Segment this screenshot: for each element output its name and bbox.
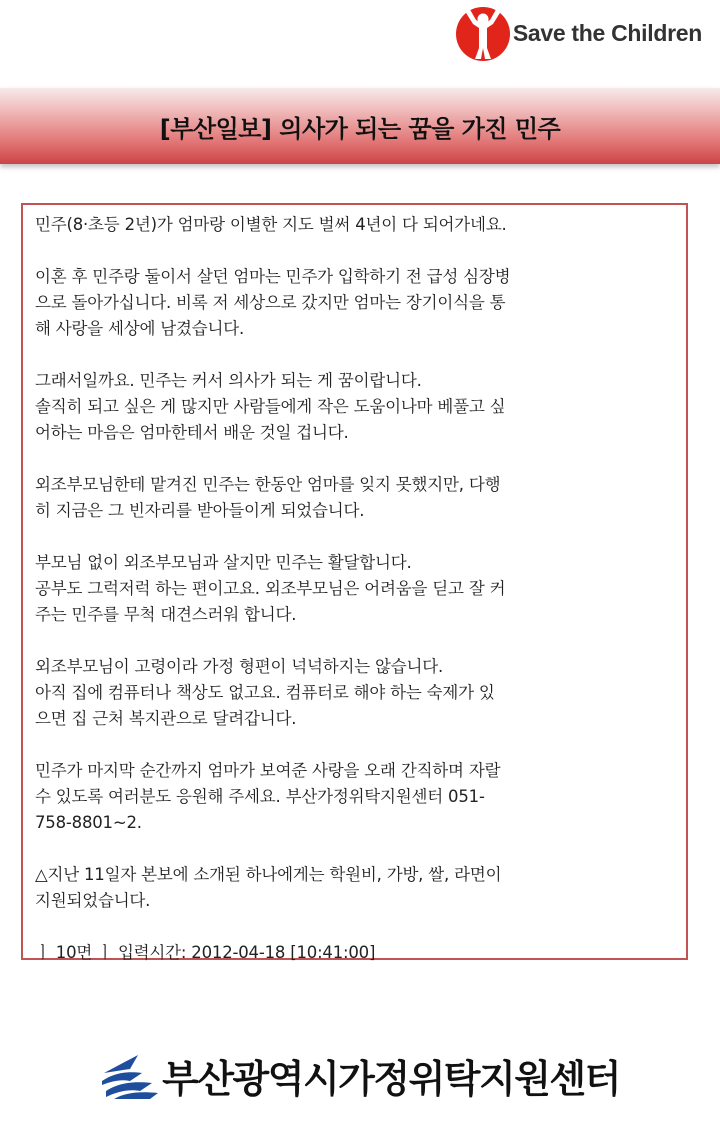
org-name: 부산광역시가정위탁지원센터 — [162, 1056, 620, 1101]
header — [0, 0, 720, 88]
title-banner — [0, 88, 720, 164]
article-paragraph: 민주가 마지막 순간까지 엄마가 보여준 사랑을 오래 간직하며 자랄 수 있도록 여러분도 응원해 주세요. 부산가정위탁지원센터 051- 758-8801~2. — [35, 761, 501, 832]
footer-logo — [0, 1040, 720, 1110]
article-box — [21, 203, 688, 960]
article-paragraph: 이혼 후 민주랑 둘이서 살던 엄마는 민주가 입학하기 전 급성 심장병 으로 돌아가십니다. 비록 저 세상으로 갔지만 엄마는 장기이식을 통 해 사랑을 세상에 남겼습니다. — [35, 267, 511, 338]
article-paragraph: 외조부모님이 고령이라 가정 형편이 넉넉하지는 않습니다. 아직 집에 컴퓨터나 책상도 없고요. 컴퓨터로 해야 하는 숙제가 있 으면 집 근처 복지관으로 달려갑니다. — [35, 657, 495, 728]
busan-wave-icon — [100, 1047, 160, 1103]
article-meta: ㅣ 10면 ㅣ 입력시간: 2012-04-18 [10:41:00] — [35, 943, 376, 962]
save-the-children-logo[interactable] — [455, 2, 702, 64]
child-figure-icon — [455, 2, 511, 64]
article-paragraph: 민주(8·초등 2년)가 엄마랑 이별한 지도 벌써 4년이 다 되어가네요. — [35, 215, 507, 234]
article-paragraph: 외조부모님한테 맡겨진 민주는 한동안 엄마를 잊지 못했지만, 다행 히 지금은 그 빈자리를 받아들이게 되었습니다. — [35, 475, 501, 520]
article-paragraph: △지난 11일자 본보에 소개된 하나에게는 학원비, 가방, 쌀, 라면이 지원되었습니다. — [35, 865, 502, 910]
article-paragraph: 부모님 없이 외조부모님과 살지만 민주는 활달합니다. 공부도 그럭저럭 하는 편이고요. 외조부모님은 어려움을 딛고 잘 커 주는 민주를 무척 대견스러워 합니다. — [35, 553, 506, 624]
article-paragraph: 그래서일까요. 민주는 커서 의사가 되는 게 꿈이랍니다. 솔직히 되고 싶은 게 많지만 사람들에게 작은 도움이나마 베풀고 싶 어하는 마음은 엄마한테서 배운 것일 겁니다. — [35, 371, 506, 442]
article-title: [부산일보] 의사가 되는 꿈을 가진 민주 — [159, 114, 561, 143]
logo-text: Save the Children — [512, 19, 702, 46]
